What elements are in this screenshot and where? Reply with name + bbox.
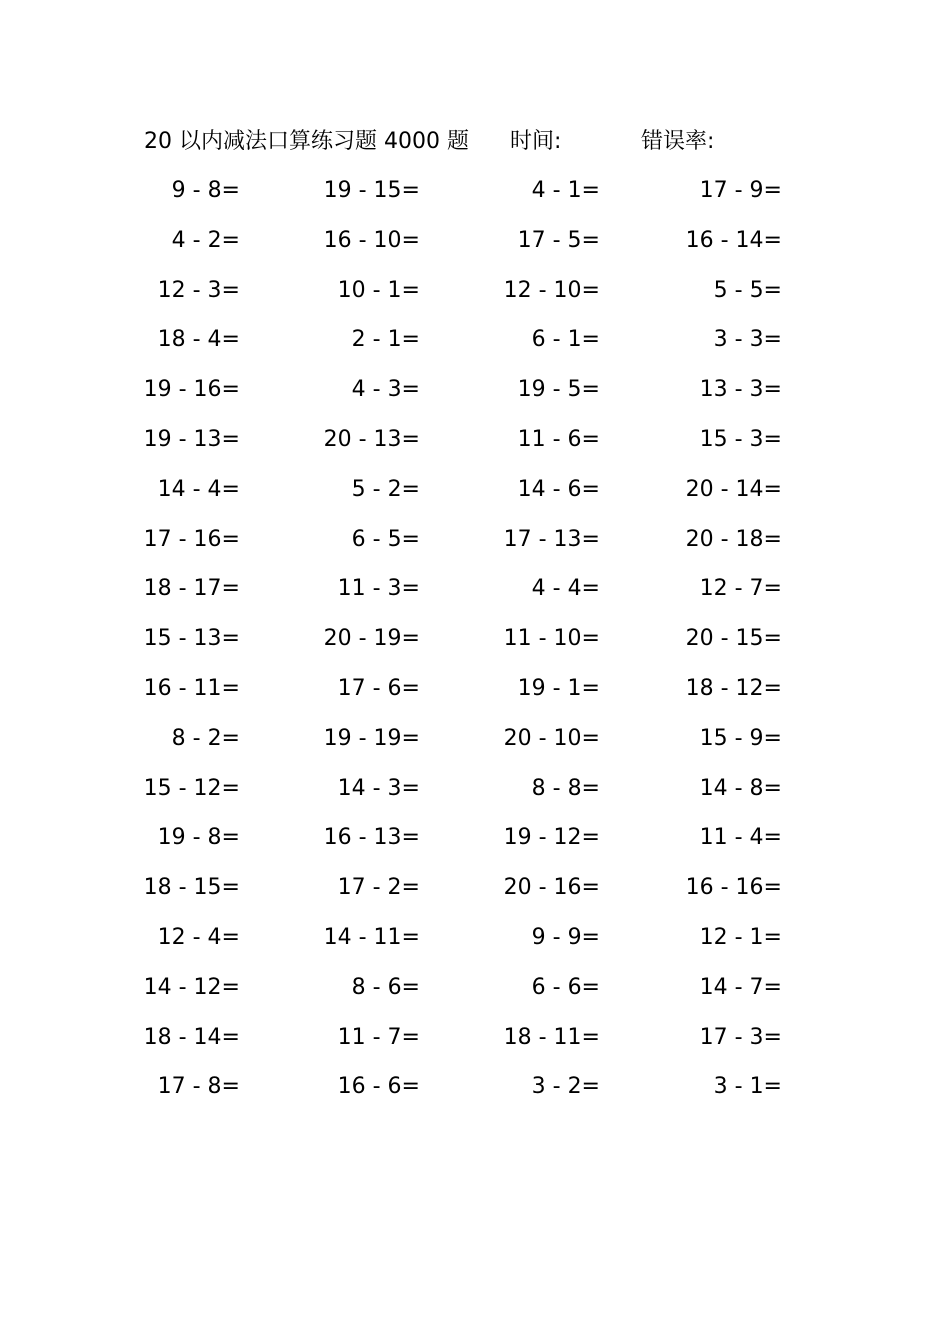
problem-item: 17 - 6= (337, 675, 420, 701)
problem-item: 17 - 16= (143, 526, 240, 552)
problem-item: 15 - 3= (699, 426, 782, 452)
problem-row (0, 1021, 950, 1071)
problem-item: 18 - 15= (143, 875, 240, 901)
problem-item: 15 - 9= (699, 725, 782, 751)
problem-row (0, 971, 950, 1021)
problem-item: 17 - 13= (503, 526, 600, 552)
problem-item: 16 - 6= (337, 1074, 420, 1100)
problem-item: 20 - 15= (685, 626, 782, 652)
problem-row (0, 622, 950, 672)
problem-item: 18 - 14= (143, 1024, 240, 1050)
problem-item: 9 - 8= (171, 178, 240, 203)
problem-item: 10 - 1= (337, 277, 420, 303)
problem-item: 14 - 8= (699, 775, 782, 801)
problem-item: 8 - 8= (531, 775, 600, 801)
problem-row (0, 821, 950, 871)
problem-row (0, 423, 950, 473)
problem-item: 17 - 9= (699, 178, 782, 203)
problem-row (0, 572, 950, 622)
problem-item: 15 - 13= (143, 626, 240, 652)
problem-row (0, 323, 950, 373)
problem-item: 20 - 19= (323, 626, 420, 652)
problem-item: 18 - 4= (157, 327, 240, 353)
problem-item: 12 - 10= (503, 277, 600, 303)
problem-item: 14 - 12= (143, 974, 240, 1000)
problem-item: 18 - 11= (503, 1024, 600, 1050)
problem-item: 17 - 2= (337, 875, 420, 901)
problem-item: 19 - 16= (143, 377, 240, 403)
problem-row (0, 373, 950, 423)
problem-row (0, 224, 950, 274)
problem-row (0, 174, 950, 224)
problem-item: 18 - 17= (143, 576, 240, 602)
problem-item: 4 - 4= (531, 576, 600, 602)
problem-item: 12 - 1= (699, 924, 782, 950)
problem-item: 4 - 2= (171, 227, 240, 253)
problem-item: 5 - 2= (351, 476, 420, 502)
problem-item: 16 - 10= (323, 227, 420, 253)
problem-row (0, 274, 950, 324)
problem-item: 3 - 2= (531, 1074, 600, 1100)
problem-item: 17 - 5= (517, 227, 600, 253)
problem-item: 16 - 11= (143, 675, 240, 701)
error-rate-label: 错误率: (641, 129, 715, 154)
problem-item: 4 - 1= (531, 178, 600, 203)
problem-row (0, 772, 950, 822)
problem-row (0, 1070, 950, 1120)
problem-row (0, 921, 950, 971)
problem-item: 18 - 12= (685, 675, 782, 701)
problem-item: 3 - 3= (713, 327, 782, 353)
problem-item: 17 - 3= (699, 1024, 782, 1050)
problem-item: 16 - 16= (685, 875, 782, 901)
problem-item: 20 - 14= (685, 476, 782, 502)
problem-item: 11 - 4= (699, 825, 782, 851)
problem-item: 14 - 3= (337, 775, 420, 801)
problem-item: 17 - 8= (157, 1074, 240, 1100)
problem-item: 20 - 10= (503, 725, 600, 751)
problem-item: 19 - 13= (143, 426, 240, 452)
problem-item: 19 - 15= (323, 178, 420, 203)
problem-item: 2 - 1= (351, 327, 420, 353)
problem-item: 5 - 5= (713, 277, 782, 303)
problem-item: 16 - 13= (323, 825, 420, 851)
problem-row (0, 523, 950, 573)
problem-item: 14 - 6= (517, 476, 600, 502)
problem-item: 14 - 4= (157, 476, 240, 502)
problem-item: 3 - 1= (713, 1074, 782, 1100)
problem-item: 4 - 3= (351, 377, 420, 403)
problem-row (0, 473, 950, 523)
page-title: 20 以内减法口算练习题 4000 题 (144, 129, 469, 154)
problem-item: 9 - 9= (531, 924, 600, 950)
problem-item: 14 - 11= (323, 924, 420, 950)
problem-item: 19 - 19= (323, 725, 420, 751)
problem-item: 19 - 5= (517, 377, 600, 403)
problem-item: 16 - 14= (685, 227, 782, 253)
problem-item: 12 - 7= (699, 576, 782, 602)
problem-row (0, 672, 950, 722)
problem-item: 20 - 13= (323, 426, 420, 452)
problem-item: 6 - 1= (531, 327, 600, 353)
problem-item: 20 - 18= (685, 526, 782, 552)
problem-item: 13 - 3= (699, 377, 782, 403)
problem-item: 8 - 2= (171, 725, 240, 751)
problem-row (0, 871, 950, 921)
problem-item: 19 - 8= (157, 825, 240, 851)
problem-grid (0, 174, 950, 1120)
problem-item: 15 - 12= (143, 775, 240, 801)
problem-item: 19 - 12= (503, 825, 600, 851)
problem-item: 8 - 6= (351, 974, 420, 1000)
time-label: 时间: (510, 129, 562, 154)
problem-item: 12 - 4= (157, 924, 240, 950)
problem-item: 6 - 6= (531, 974, 600, 1000)
problem-item: 6 - 5= (351, 526, 420, 552)
problem-item: 11 - 10= (503, 626, 600, 652)
problem-item: 14 - 7= (699, 974, 782, 1000)
problem-item: 19 - 1= (517, 675, 600, 701)
problem-item: 11 - 6= (517, 426, 600, 452)
problem-item: 11 - 3= (337, 576, 420, 602)
problem-item: 11 - 7= (337, 1024, 420, 1050)
problem-row (0, 722, 950, 772)
problem-item: 20 - 16= (503, 875, 600, 901)
problem-item: 12 - 3= (157, 277, 240, 303)
